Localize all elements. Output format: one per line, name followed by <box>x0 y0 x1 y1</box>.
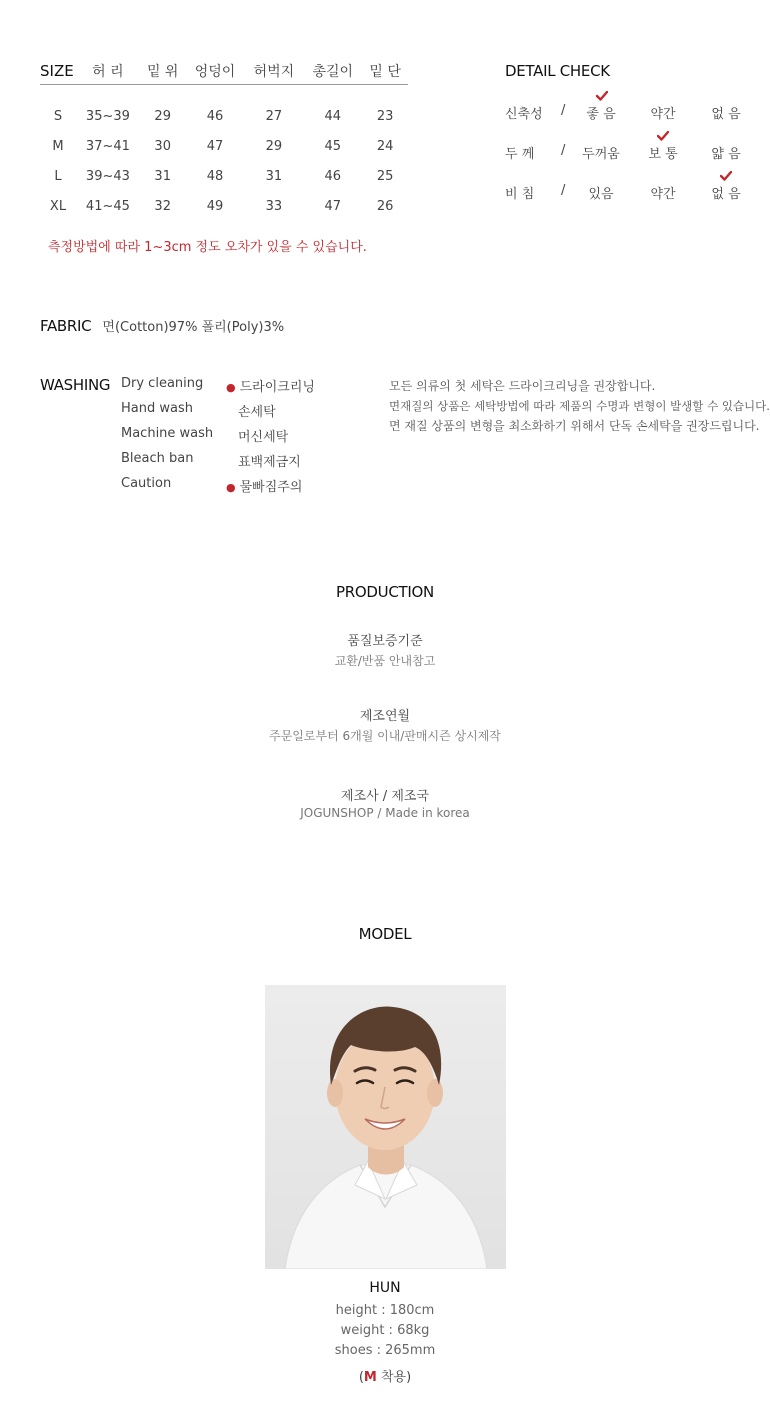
size-cell: 24 <box>376 138 394 154</box>
size-cell: XL <box>49 198 67 214</box>
wash-en: Machine wash <box>121 426 214 441</box>
header-hem: 밑 단 <box>369 64 401 80</box>
size-cell: 30 <box>154 138 171 154</box>
detail-option: 약간 <box>650 187 676 202</box>
detail-option: 약간 <box>650 107 676 122</box>
production-label: 제조사 / 제조국 <box>341 789 429 804</box>
size-cell: 46 <box>206 108 224 124</box>
size-cell: M <box>52 138 64 154</box>
washing-note: 모든 의류의 첫 세탁은 드라이크리닝을 권장합니다. <box>389 379 656 393</box>
red-dot-icon: ● <box>226 481 236 494</box>
size-cell: 49 <box>206 198 224 214</box>
production-label: 품질보증기준 <box>347 634 423 649</box>
production-value: 주문일로부터 6개월 이내/판매시즌 상시제작 <box>269 729 501 743</box>
detail-label: 신축성 <box>505 107 543 122</box>
model-wear-size <box>0 1366 770 1385</box>
header-hip: 엉덩이 <box>194 64 236 80</box>
size-cell: 31 <box>265 168 283 184</box>
model-portrait-icon <box>265 985 506 1269</box>
detail-separator: / <box>561 143 566 158</box>
production-title: PRODUCTION <box>336 583 434 601</box>
size-table-header <box>40 58 408 85</box>
header-thigh: 허벅지 <box>253 64 295 80</box>
size-cell: S <box>53 108 63 124</box>
model-title: MODEL <box>358 925 412 943</box>
detail-option: 없 음 <box>711 107 741 122</box>
production-value: JOGUNSHOP / Made in korea <box>300 806 470 820</box>
wear-paren: ( <box>358 1370 364 1385</box>
fabric-section <box>40 316 284 335</box>
header-waist: 허 리 <box>92 64 124 80</box>
wash-en: Bleach ban <box>121 451 194 466</box>
production-value: 교환/반품 안내참고 <box>334 654 436 668</box>
wear-size-highlight: M <box>363 1370 377 1385</box>
wash-ko: 드라이크리닝 <box>239 380 315 395</box>
wear-text: 착용) <box>376 1370 412 1385</box>
size-cell: 35~39 <box>85 108 130 124</box>
wash-ko: 표백제금지 <box>238 455 301 470</box>
size-cell: 48 <box>206 168 224 184</box>
size-cell: 44 <box>324 108 342 124</box>
detail-label: 비 침 <box>505 187 535 202</box>
size-cell: 29 <box>154 108 171 124</box>
size-cell: 26 <box>376 198 394 214</box>
header-rise: 밑 위 <box>146 64 179 80</box>
size-cell: 46 <box>324 168 342 184</box>
detail-separator: / <box>561 183 566 198</box>
table-row <box>40 161 408 191</box>
size-cell: 25 <box>376 168 394 184</box>
wash-ko: 손세탁 <box>238 405 276 420</box>
size-cell: 31 <box>154 168 171 184</box>
table-row <box>40 131 408 161</box>
size-cell: 32 <box>154 198 171 214</box>
size-cell: 37~41 <box>85 138 130 154</box>
detail-option: 두꺼움 <box>582 147 620 162</box>
washing-note: 면 재질 상품의 변형을 최소화하기 위해서 단독 손세탁을 권장드립니다. <box>389 419 760 433</box>
detail-check-title: DETAIL CHECK <box>505 62 610 80</box>
wash-ko: 물빠짐주의 <box>239 480 303 495</box>
size-cell: 47 <box>324 198 342 214</box>
size-cell: 27 <box>265 108 283 124</box>
header-rule <box>40 85 408 102</box>
detail-option: 좋 음 <box>586 107 616 122</box>
size-cell: 47 <box>206 138 224 154</box>
fabric-value: 면(Cotton)97% 폴리(Poly)3% <box>102 320 285 335</box>
size-cell: 45 <box>324 138 342 154</box>
model-weight: weight : 68kg <box>340 1323 430 1338</box>
detail-option: 보 통 <box>648 147 678 162</box>
size-cell: 33 <box>265 198 283 214</box>
table-row <box>40 191 408 221</box>
model-photo <box>265 985 506 1269</box>
production-label: 제조연월 <box>359 709 411 724</box>
wash-ko-marked <box>226 376 315 395</box>
model-name: HUN <box>369 1280 401 1296</box>
wash-en: Hand wash <box>121 401 193 416</box>
washing-note: 면재질의 상품은 세탁방법에 따라 제품의 수명과 변형이 발생할 수 있습니다. <box>389 399 770 413</box>
detail-option: 없 음 <box>711 187 741 202</box>
size-cell: 39~43 <box>85 168 130 184</box>
table-row <box>40 101 408 131</box>
wash-en: Caution <box>121 476 172 491</box>
wash-en: Dry cleaning <box>121 376 204 391</box>
header-length: 총길이 <box>312 64 354 80</box>
size-cell: 29 <box>265 138 283 154</box>
wash-ko-marked <box>226 476 302 495</box>
size-cell: 23 <box>376 108 394 124</box>
check-mark-icon <box>657 131 669 141</box>
wash-ko: 머신세탁 <box>238 430 289 445</box>
model-height: height : 180cm <box>335 1303 435 1318</box>
size-table <box>40 58 408 221</box>
model-shoes: shoes : 265mm <box>334 1343 436 1358</box>
detail-option: 얇 음 <box>711 147 741 162</box>
header-size: SIZE <box>40 62 74 80</box>
washing-title: WASHING <box>40 376 111 394</box>
red-dot-icon: ● <box>226 381 236 394</box>
detail-label: 두 께 <box>505 147 535 162</box>
fabric-title: FABRIC <box>40 317 92 335</box>
measurement-note: 측정방법에 따라 1~3cm 정도 오차가 있을 수 있습니다. <box>48 240 367 255</box>
check-mark-icon <box>720 171 732 181</box>
detail-option: 있음 <box>588 187 614 202</box>
size-cell: L <box>54 168 62 184</box>
check-mark-icon <box>596 91 608 101</box>
washing-notes <box>389 376 769 436</box>
size-cell: 41~45 <box>85 198 130 214</box>
detail-separator: / <box>561 103 566 118</box>
